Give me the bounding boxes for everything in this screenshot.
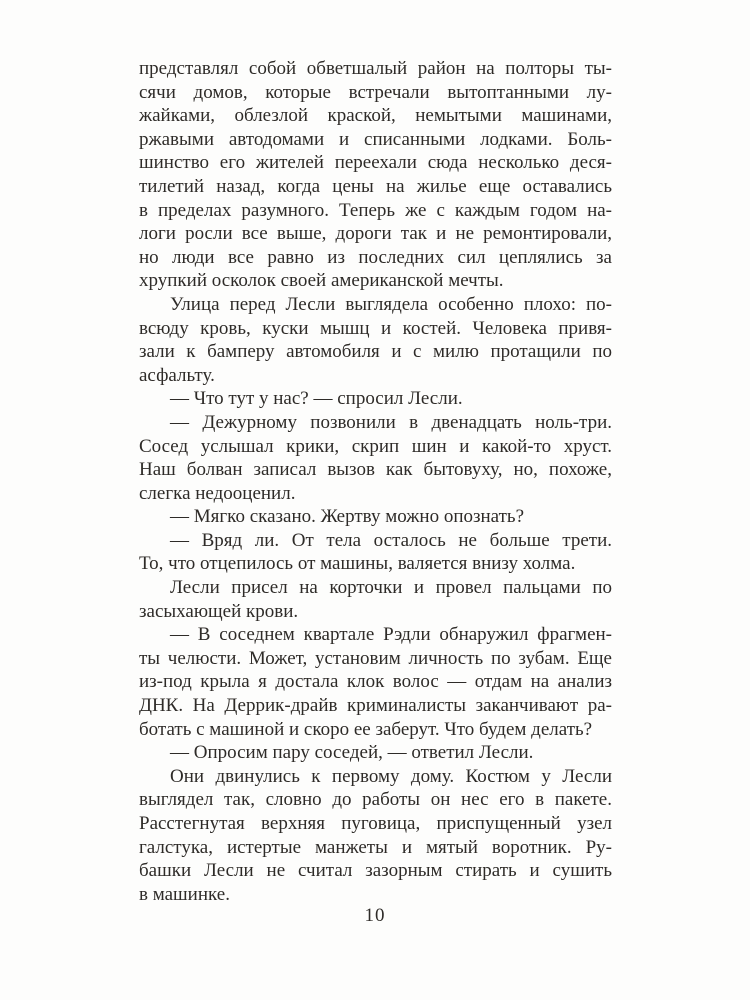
text-line: в пределах разумного. Теперь же с каждым годом на- bbox=[139, 199, 612, 221]
text-line: — Что тут у нас? — спросил Лесли. bbox=[170, 388, 463, 410]
text-line: асфальту. bbox=[139, 364, 215, 386]
paragraph bbox=[139, 57, 612, 293]
text-line: То, что отцепилось от машины, валяется внизу холма. bbox=[139, 553, 576, 575]
text-line: Наш болван записал вызов как бытовуху, но, похоже, bbox=[139, 459, 612, 481]
paragraph bbox=[139, 505, 612, 529]
text-line: Они двинулись к первому дому. Костюм у Лесли bbox=[170, 765, 612, 787]
text-line: Лесли присел на корточки и провел пальцами по bbox=[170, 577, 612, 599]
text-line: засыхающей крови. bbox=[139, 600, 299, 622]
text-line: башки Лесли не считал зазорным стирать и сушить bbox=[139, 860, 612, 882]
paragraph bbox=[139, 576, 612, 623]
text-line: ботать с машиной и скоро ее заберут. Что будем делать? bbox=[139, 718, 593, 740]
text-line: слегка недооценил. bbox=[139, 482, 296, 504]
text-line: выглядел так, словно до работы он нес его в пакете. bbox=[139, 789, 612, 811]
paragraph bbox=[139, 387, 612, 411]
text-line: — Вряд ли. От тела осталось не больше трети. bbox=[170, 529, 612, 551]
page-number: 10 bbox=[364, 905, 386, 926]
text-line: шинство его жителей переехали сюда несколько деся- bbox=[139, 152, 612, 174]
text-line: жайками, облезлой краской, немытыми машинами, bbox=[139, 105, 612, 127]
text-line: зали к бамперу автомобиля и с милю протащили по bbox=[139, 341, 612, 363]
paragraph bbox=[139, 529, 612, 576]
text-line: хрупкий осколок своей американской мечты. bbox=[139, 270, 504, 292]
page-text bbox=[139, 57, 612, 906]
text-line: — Дежурному позвонили в двенадцать ноль-три. bbox=[170, 411, 612, 433]
text-line: ржавыми автодомами и списанными лодками. Боль- bbox=[139, 128, 612, 150]
text-line: — Опросим пару соседей, — ответил Лесли. bbox=[170, 742, 534, 764]
text-line: логи росли все выше, дороги так и не ремонтировали, bbox=[139, 223, 612, 245]
text-line: из-под крыла я достала клок волос — отдам на анализ bbox=[139, 671, 612, 693]
paragraph bbox=[139, 293, 612, 387]
text-line: Улица перед Лесли выглядела особенно плохо: по- bbox=[170, 293, 612, 315]
text-line: тилетий назад, когда цены на жилье еще оставались bbox=[139, 175, 612, 197]
paragraph bbox=[139, 623, 612, 741]
text-line: всюду кровь, куски мышц и костей. Человека привя- bbox=[139, 317, 612, 339]
text-line: в машинке. bbox=[139, 883, 230, 905]
text-line: представлял собой обветшалый район на полторы ты- bbox=[139, 58, 612, 79]
text-line: Расстегнутая верхняя пуговица, приспущенный узел bbox=[139, 813, 612, 834]
text-line: Сосед услышал крики, скрип шин и какой-то хруст. bbox=[139, 435, 612, 457]
text-line: сячи домов, которые встречали вытоптанными лу- bbox=[139, 81, 612, 103]
text-line: но люди все равно из последних сил цеплялись за bbox=[139, 246, 612, 268]
paragraph bbox=[139, 741, 612, 765]
text-line: — В соседнем квартале Рэдли обнаружил фрагмен- bbox=[170, 624, 612, 646]
paragraph bbox=[139, 411, 612, 505]
text-line: ДНК. На Деррик-драйв криминалисты заканчивают ра- bbox=[139, 695, 612, 717]
paragraph bbox=[139, 765, 612, 907]
text-line: галстука, истертые манжеты и мятый воротник. Ру- bbox=[139, 836, 612, 858]
text-line: ты челюсти. Может, установим личность по зубам. Еще bbox=[139, 647, 612, 669]
text-line: — Мягко сказано. Жертву можно опознать? bbox=[170, 506, 525, 528]
